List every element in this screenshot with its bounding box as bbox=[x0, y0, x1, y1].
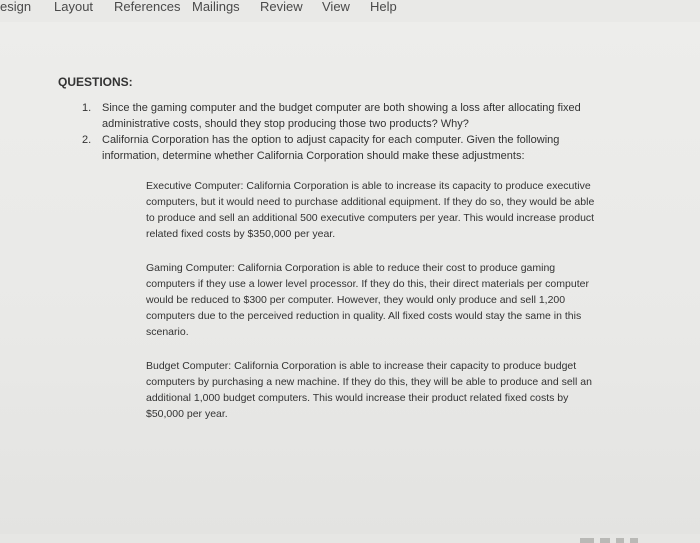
document-page[interactable] bbox=[0, 22, 700, 534]
question-number: 2. bbox=[82, 134, 92, 146]
ribbon-tab-bar bbox=[0, 0, 700, 22]
question-number: 1. bbox=[82, 102, 92, 114]
tab-review[interactable]: Review bbox=[260, 0, 303, 14]
tab-references[interactable]: References bbox=[114, 0, 181, 14]
scenario-executive-computer: Executive Computer: California Corporation is able to increase its capacity to produce executive computers, but it would need to purchase additional equipment. If they do so, they would be able to produce and sell an additional 500 executive computers per year. This would increase product related fixed costs by $350,000 per year. bbox=[146, 180, 595, 240]
question-text: Since the gaming computer and the budget computer are both showing a loss after allocating fixed administrative costs, should they stop producing those two products? Why? bbox=[102, 102, 581, 130]
question-item bbox=[58, 100, 618, 132]
scenario-gaming-computer: Gaming Computer: California Corporation is able to reduce their cost to produce gaming computers if they use a lower level processor. If they do this, their direct materials per computer would be reduced to $300 per computer. However, they would only produce and sell 1,200 computers due to the perceived reduction in quality. All fixed costs would stay the same in this scenario. bbox=[146, 262, 589, 338]
document-body bbox=[58, 74, 618, 422]
tab-view[interactable]: View bbox=[322, 0, 350, 14]
tab-layout[interactable]: Layout bbox=[54, 0, 94, 14]
scenario-budget-computer: Budget Computer: California Corporation is able to increase their capacity to produce budget computers by purchasing a new machine. If they do this, they will be able to produce and sell an additional 1,000 budget computers. This would increase their product related fixed costs by $50,000 per year. bbox=[146, 360, 592, 420]
tab-help[interactable]: Help bbox=[370, 0, 397, 14]
tab-design[interactable]: esign bbox=[0, 0, 32, 14]
question-text: California Corporation has the option to adjust capacity for each computer. Given the following information, determine whether California Corporation should make these adjustments: bbox=[102, 134, 560, 162]
tab-mailings[interactable]: Mailings bbox=[192, 0, 240, 14]
questions-heading: QUESTIONS: bbox=[58, 75, 133, 89]
status-bar-fragment bbox=[574, 525, 694, 531]
question-item bbox=[58, 132, 618, 164]
